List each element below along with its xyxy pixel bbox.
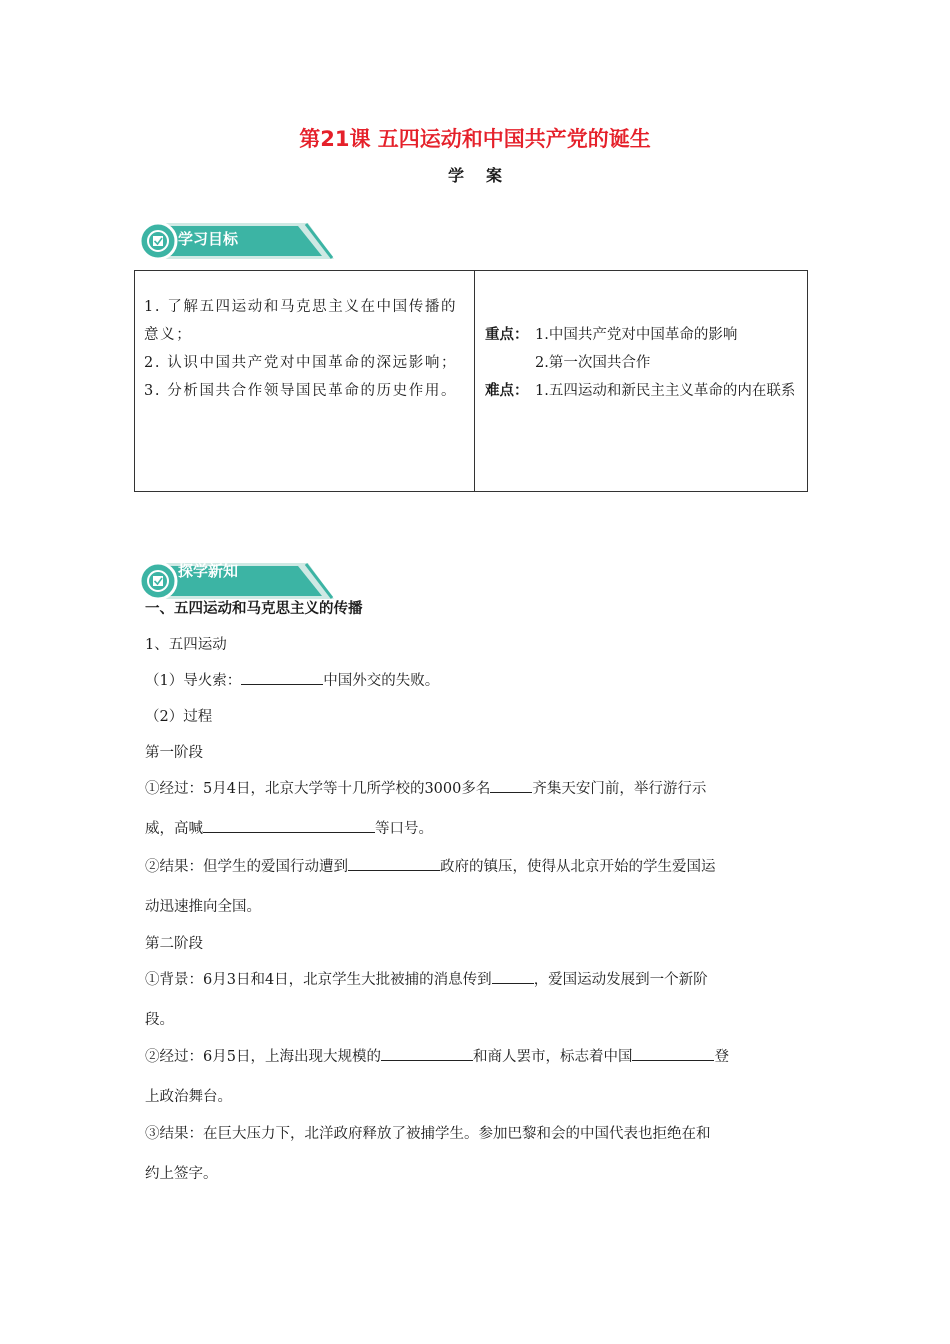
fill-blank[interactable] xyxy=(632,1046,714,1061)
process-heading: （2）过程 xyxy=(145,709,213,725)
fill-blank[interactable] xyxy=(492,969,534,984)
explore-banner-label: 探学新知 xyxy=(178,562,239,580)
objective-item: 2. 认识中国共产党对中国革命的深远影响； xyxy=(144,355,458,371)
stage2-course-line-2: 上政治舞台。 xyxy=(145,1089,232,1105)
fill-blank[interactable] xyxy=(203,818,375,833)
objectives-table xyxy=(134,270,808,492)
objective-item: 3. 分析国共合作领导国民革命的历史作用。 xyxy=(144,383,458,399)
fill-blank[interactable] xyxy=(241,670,323,685)
fill-blank[interactable] xyxy=(381,1046,473,1061)
stage-heading: 第一阶段 xyxy=(145,745,203,761)
objectives-list xyxy=(135,271,475,491)
difficult-points-label: 难点： xyxy=(485,383,529,399)
key-points xyxy=(485,321,799,377)
key-difficult-points xyxy=(475,271,807,491)
stage2-result-line: ③结果：在巨大压力下，北洋政府释放了被捕学生。参加巴黎和会的中国代表也拒绝在和 xyxy=(145,1126,711,1142)
item-heading: 1、五四运动 xyxy=(145,637,227,653)
goals-banner-label: 学习目标 xyxy=(178,230,239,248)
key-point-item: 2.第一次国共合作 xyxy=(535,355,651,371)
stage1-course-line-2: 威，高喊 等口号。 xyxy=(145,817,433,838)
key-point-item: 1.中国共产党对中国革命的影响 xyxy=(535,327,738,343)
stage2-background-line-2: 段。 xyxy=(145,1012,174,1028)
stage1-course-line: ①经过：5月4日，北京大学等十几所学校的3000多名 齐集天安门前，举行游行示 xyxy=(145,777,706,798)
stage1-result-line-2: 动迅速推向全国。 xyxy=(145,899,261,915)
stage1-result-line: ②结果：但学生的爱国行动遭到 政府的镇压，使得从北京开始的学生爱国运 xyxy=(145,855,716,876)
stage2-background-line: ①背景：6月3日和4日，北京学生大批被捕的消息传到 ，爱国运动发展到一个新阶 xyxy=(145,968,708,989)
section-heading: 一、五四运动和马克思主义的传播 xyxy=(145,601,363,617)
page-subtitle: 学案 xyxy=(447,166,524,185)
key-points-label: 重点： xyxy=(485,327,529,343)
stage2-result-line-2: 约上签字。 xyxy=(145,1166,218,1182)
fill-blank[interactable] xyxy=(490,778,532,793)
cause-line: （1）导火索： 中国外交的失败。 xyxy=(145,669,439,690)
difficult-point-item: 1.五四运动和新民主主义革命的内在联系 xyxy=(535,383,796,399)
fill-blank[interactable] xyxy=(348,856,440,871)
stage-heading: 第二阶段 xyxy=(145,936,203,952)
objective-item: 1. 了解五四运动和马克思主义在中国传播的意义； xyxy=(144,299,458,343)
stage2-course-line: ②经过：6月5日，上海出现大规模的 和商人罢市，标志着中国 登 xyxy=(145,1045,729,1066)
page-title: 第21课 五四运动和中国共产党的诞生 xyxy=(299,127,651,151)
goals-banner xyxy=(138,218,338,264)
difficult-points xyxy=(485,377,799,405)
